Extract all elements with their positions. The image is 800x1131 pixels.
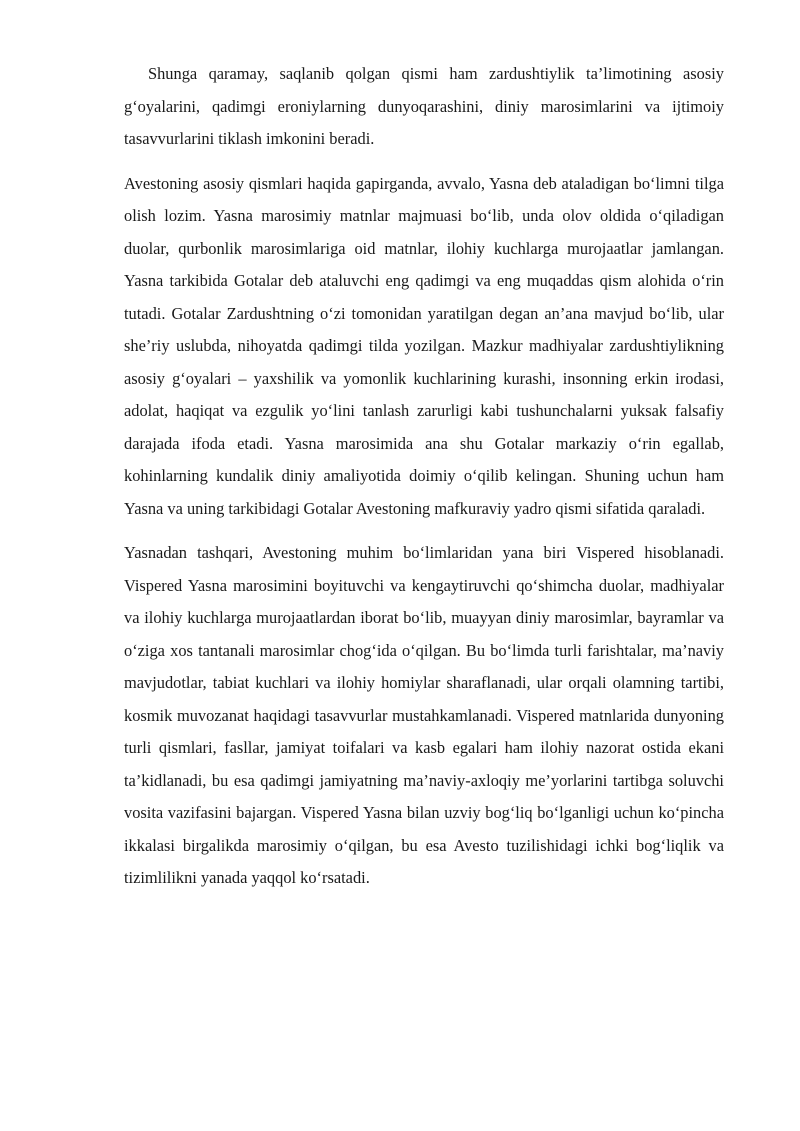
paragraph-3: Yasnadan tashqari, Avestoning muhim bo‘limlaridan yana biri Vispered hisoblanadi. Vispered Yasna marosimini boyituvchi va kengaytiruvchi qo‘shimcha duolar, madhiyalar va ilohiy kuchlarga murojaatlardan iborat bo‘lib, muayyan diniy marosimlar, bayramlar va o‘ziga xos tantanali marosimlar chog‘ida o‘qilgan. Bu bo‘limda turli farishtalar, ma’naviy mavjudotlar, tabiat kuchlari va ilohiy homiylar sharaflanadi, ular orqali olamning tartibi, kosmik muvozanat haqidagi tasavvurlar mustahkamlanadi. Vispered matnlarida dunyoning turli qismlari, fasllar, jamiyat toifalari va kasb egalari ham ilohiy nazorat ostida ekani ta’kidlanadi, bu esa qadimgi jamiyatning ma’naviy-axloqiy me’yorlarini tartibga soluvchi vosita vazifasini bajargan. Vispered Yasna bilan uzviy bog‘liq bo‘lganligi uchun ko‘pincha ikkalasi birgalikda marosimiy o‘qilgan, bu esa Avesto tuzilishidagi ichki bog‘liqlik va tizimlilikni yanada yaqqol ko‘rsatadi. <box>124 543 724 887</box>
paragraph-1: Shunga qaramay, saqlanib qolgan qismi ham zardushtiylik ta’limotining asosiy g‘oyalarini, qadimgi eroniylarning dunyoqarashini, diniy marosimlarini va ijtimoiy tasavvurlarini tiklash imkonini beradi. <box>124 64 724 148</box>
document-page <box>124 58 724 907</box>
paragraph-2: Avestoning asosiy qismlari haqida gapirganda, avvalo, Yasna deb ataladigan bo‘limni tilga olish lozim. Yasna marosimiy matnlar majmuasi bo‘lib, unda olov oldida o‘qiladigan duolar, qurbonlik marosimlariga oid matnlar, ilohiy kuchlarga murojaatlar jamlangan. Yasna tarkibida Gotalar deb ataluvchi eng qadimgi va eng muqaddas qism alohida o‘rin tutadi. Gotalar Zardushtning o‘zi tomonidan yaratilgan degan an’ana mavjud bo‘lib, ular she’riy uslubda, nihoyatda qadimgi tilda yozilgan. Mazkur madhiyalar zardushtiylikning asosiy g‘oyalari – yaxshilik va yomonlik kuchlarining kurashi, insonning erkin irodasi, adolat, haqiqat va ezgulik yo‘lini tanlash zarurligi kabi tushunchalarni yuksak falsafiy darajada ifoda etadi. Yasna marosimida ana shu Gotalar markaziy o‘rin egallab, kohinlarning kundalik diniy amaliyotida doimiy o‘qilib kelingan. Shuning uchun ham Yasna va uning tarkibidagi Gotalar Avestoning mafkuraviy yadro qismi sifatida qaraladi. <box>124 173 724 518</box>
